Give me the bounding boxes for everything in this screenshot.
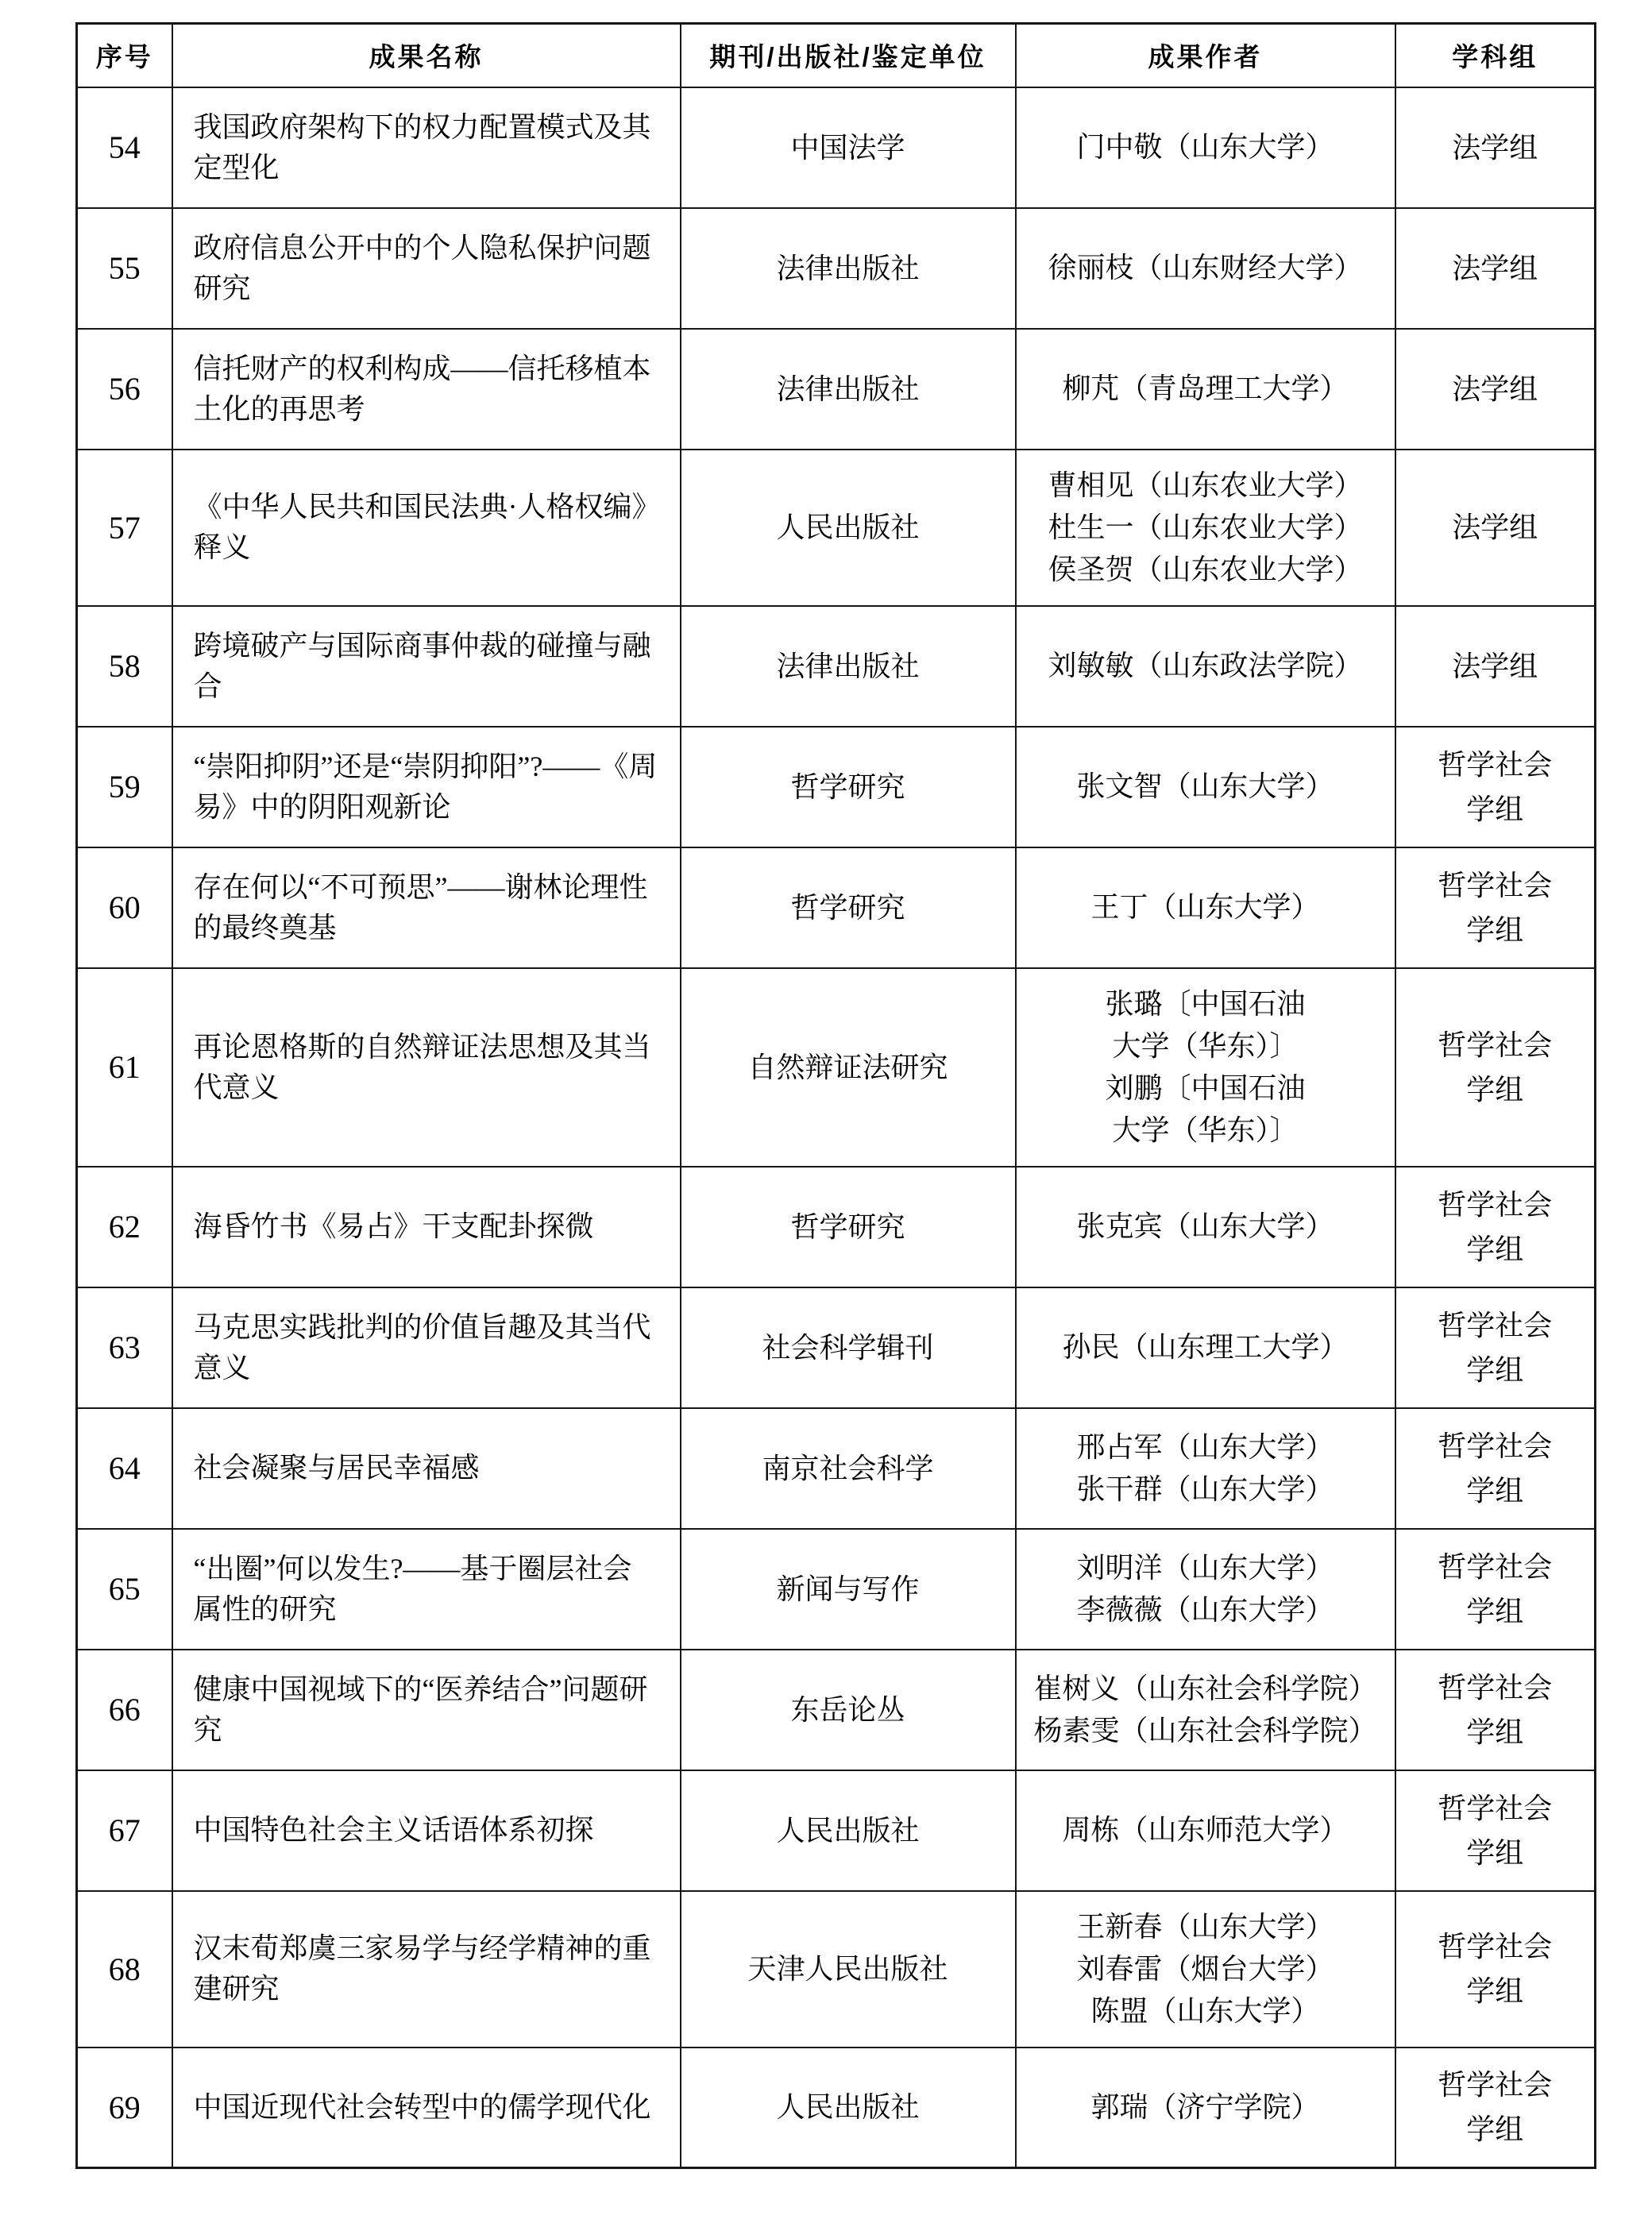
author-line: 曹相见（山东农业大学） xyxy=(1048,469,1363,501)
row-number: 61 xyxy=(77,968,172,1167)
table-row xyxy=(77,1408,1596,1529)
journal-publisher: 哲学研究 xyxy=(681,727,1016,847)
achievement-title: 我国政府架构下的权力配置模式及其定型化 xyxy=(172,87,681,208)
row-number: 69 xyxy=(77,2048,172,2168)
author-line: 刘明洋（山东大学） xyxy=(1076,1551,1334,1584)
authors-cell xyxy=(1016,968,1395,1167)
achievement-title: “崇阳抑阴”还是“崇阴抑阳”?——《周易》中的阴阳观新论 xyxy=(172,727,681,847)
discipline-group-line: 法学组 xyxy=(1452,372,1538,405)
discipline-group xyxy=(1395,450,1596,606)
discipline-group-line: 学组 xyxy=(1466,1073,1524,1106)
table-row xyxy=(77,847,1596,968)
achievement-title: 马克思实践批判的价值旨趣及其当代意义 xyxy=(172,1287,681,1408)
journal-publisher: 天津人民出版社 xyxy=(681,1891,1016,2048)
column-header-3: 成果作者 xyxy=(1016,24,1395,87)
row-number: 62 xyxy=(77,1167,172,1287)
author-line: 王丁（山东大学） xyxy=(1090,891,1320,923)
table-row xyxy=(77,87,1596,208)
achievement-title: 信托财产的权利构成——信托移植本土化的再思考 xyxy=(172,329,681,450)
table-row xyxy=(77,1650,1596,1770)
achievement-title: 海昏竹书《易占》干支配卦探微 xyxy=(172,1167,681,1287)
author-line: 杨素雯（山东社会科学院） xyxy=(1033,1714,1377,1746)
discipline-group-line: 法学组 xyxy=(1452,650,1538,682)
journal-publisher: 东岳论丛 xyxy=(681,1650,1016,1770)
achievement-title: 跨境破产与国际商事仲裁的碰撞与融合 xyxy=(172,606,681,727)
table-row xyxy=(77,1529,1596,1650)
authors-cell xyxy=(1016,1167,1395,1287)
journal-publisher: 南京社会科学 xyxy=(681,1408,1016,1529)
authors-cell xyxy=(1016,1287,1395,1408)
achievement-title: 汉末荀郑虞三家易学与经学精神的重建研究 xyxy=(172,1891,681,2048)
authors-cell xyxy=(1016,2048,1395,2168)
author-line: 崔树义（山东社会科学院） xyxy=(1033,1672,1377,1704)
table-row xyxy=(77,2048,1596,2168)
discipline-group xyxy=(1395,2048,1596,2168)
author-line: 邢占军（山东大学） xyxy=(1076,1430,1334,1463)
journal-publisher: 社会科学辑刊 xyxy=(681,1287,1016,1408)
authors-cell xyxy=(1016,87,1395,208)
discipline-group xyxy=(1395,606,1596,727)
row-number: 65 xyxy=(77,1529,172,1650)
authors-cell xyxy=(1016,847,1395,968)
row-number: 63 xyxy=(77,1287,172,1408)
table-row xyxy=(77,1770,1596,1891)
column-header-1: 成果名称 xyxy=(172,24,681,87)
authors-cell xyxy=(1016,1650,1395,1770)
author-line: 陈盟（山东大学） xyxy=(1090,1994,1320,2027)
achievement-title: “出圈”何以发生?——基于圈层社会属性的研究 xyxy=(172,1529,681,1650)
discipline-group-line: 学组 xyxy=(1466,2113,1524,2146)
achievement-title: 中国近现代社会转型中的儒学现代化 xyxy=(172,2048,681,2168)
author-line: 孙民（山东理工大学） xyxy=(1062,1331,1349,1363)
discipline-group-line: 哲学社会 xyxy=(1438,748,1553,781)
discipline-group-line: 哲学社会 xyxy=(1438,1188,1553,1221)
journal-publisher: 人民出版社 xyxy=(681,450,1016,606)
discipline-group xyxy=(1395,87,1596,208)
row-number: 59 xyxy=(77,727,172,847)
journal-publisher: 新闻与写作 xyxy=(681,1529,1016,1650)
journal-publisher: 法律出版社 xyxy=(681,208,1016,329)
table-row xyxy=(77,1287,1596,1408)
author-line: 王新春（山东大学） xyxy=(1076,1910,1334,1943)
row-number: 68 xyxy=(77,1891,172,2048)
discipline-group xyxy=(1395,1408,1596,1529)
row-number: 54 xyxy=(77,87,172,208)
journal-publisher: 哲学研究 xyxy=(681,1167,1016,1287)
achievement-title: 健康中国视域下的“医养结合”问题研究 xyxy=(172,1650,681,1770)
discipline-group-line: 哲学社会 xyxy=(1438,1029,1553,1061)
discipline-group xyxy=(1395,968,1596,1167)
discipline-group-line: 法学组 xyxy=(1452,511,1538,543)
discipline-group-line: 学组 xyxy=(1466,1595,1524,1627)
journal-publisher: 人民出版社 xyxy=(681,2048,1016,2168)
discipline-group-line: 学组 xyxy=(1466,1975,1524,2007)
discipline-group xyxy=(1395,329,1596,450)
discipline-group xyxy=(1395,1891,1596,2048)
column-header-2: 期刊/出版社/鉴定单位 xyxy=(681,24,1016,87)
journal-publisher: 法律出版社 xyxy=(681,329,1016,450)
achievement-title: 中国特色社会主义话语体系初探 xyxy=(172,1770,681,1891)
table-row xyxy=(77,606,1596,727)
discipline-group xyxy=(1395,727,1596,847)
discipline-group-line: 学组 xyxy=(1466,1716,1524,1748)
achievement-title: 再论恩格斯的自然辩证法思想及其当代意义 xyxy=(172,968,681,1167)
discipline-group-line: 哲学社会 xyxy=(1438,2069,1553,2102)
achievement-title: 社会凝聚与居民幸福感 xyxy=(172,1408,681,1529)
authors-cell xyxy=(1016,606,1395,727)
table-row xyxy=(77,329,1596,450)
authors-cell xyxy=(1016,1891,1395,2048)
discipline-group-line: 学组 xyxy=(1466,1474,1524,1507)
discipline-group-line: 学组 xyxy=(1466,1353,1524,1386)
discipline-group-line: 学组 xyxy=(1466,1836,1524,1869)
discipline-group xyxy=(1395,847,1596,968)
author-line: 张克宾（山东大学） xyxy=(1076,1210,1334,1242)
column-header-4: 学科组 xyxy=(1395,24,1596,87)
discipline-group-line: 哲学社会 xyxy=(1438,1931,1553,1963)
discipline-group-line: 学组 xyxy=(1466,1233,1524,1265)
author-line: 侯圣贺（山东农业大学） xyxy=(1048,553,1363,585)
table-row xyxy=(77,1167,1596,1287)
row-number: 58 xyxy=(77,606,172,727)
journal-publisher: 人民出版社 xyxy=(681,1770,1016,1891)
table-row xyxy=(77,450,1596,606)
row-number: 67 xyxy=(77,1770,172,1891)
discipline-group xyxy=(1395,1650,1596,1770)
authors-cell xyxy=(1016,1408,1395,1529)
table-row xyxy=(77,968,1596,1167)
discipline-group-line: 哲学社会 xyxy=(1438,1550,1553,1583)
discipline-group xyxy=(1395,1287,1596,1408)
author-line: 门中敬（山东大学） xyxy=(1076,131,1334,163)
row-number: 60 xyxy=(77,847,172,968)
author-line: 刘鹏〔中国石油 xyxy=(1105,1071,1306,1104)
author-line: 杜生一（山东农业大学） xyxy=(1048,511,1363,543)
discipline-group-line: 法学组 xyxy=(1452,252,1538,284)
author-line: 张干群（山东大学） xyxy=(1076,1472,1334,1505)
author-line: 郭瑞（济宁学院） xyxy=(1090,2090,1320,2123)
row-number: 56 xyxy=(77,329,172,450)
authors-cell xyxy=(1016,208,1395,329)
achievement-title: 存在何以“不可预思”——谢林论理性的最终奠基 xyxy=(172,847,681,968)
discipline-group xyxy=(1395,1529,1596,1650)
discipline-group-line: 哲学社会 xyxy=(1438,1671,1553,1704)
authors-cell xyxy=(1016,329,1395,450)
discipline-group-line: 法学组 xyxy=(1452,131,1538,164)
column-header-0: 序号 xyxy=(77,24,172,87)
journal-publisher: 中国法学 xyxy=(681,87,1016,208)
table-row xyxy=(77,727,1596,847)
author-line: 李薇薇（山东大学） xyxy=(1076,1593,1334,1626)
author-line: 大学（华东）〕 xyxy=(1112,1029,1299,1062)
table-body xyxy=(77,87,1596,2168)
row-number: 66 xyxy=(77,1650,172,1770)
discipline-group xyxy=(1395,208,1596,329)
author-line: 柳芃（青岛理工大学） xyxy=(1062,372,1349,404)
discipline-group xyxy=(1395,1167,1596,1287)
author-line: 周栋（山东师范大学） xyxy=(1062,1814,1349,1846)
authors-cell xyxy=(1016,450,1395,606)
discipline-group-line: 哲学社会 xyxy=(1438,1430,1553,1462)
author-line: 刘敏敏（山东政法学院） xyxy=(1048,650,1363,681)
journal-publisher: 法律出版社 xyxy=(681,606,1016,727)
table-row xyxy=(77,1891,1596,2048)
header-row xyxy=(77,24,1596,87)
authors-cell xyxy=(1016,1529,1395,1650)
discipline-group-line: 哲学社会 xyxy=(1438,1792,1553,1824)
row-number: 64 xyxy=(77,1408,172,1529)
discipline-group xyxy=(1395,1770,1596,1891)
authors-cell xyxy=(1016,1770,1395,1891)
author-line: 张文智（山东大学） xyxy=(1076,770,1334,802)
journal-publisher: 自然辩证法研究 xyxy=(681,968,1016,1167)
results-table xyxy=(75,22,1596,2169)
author-line: 张璐〔中国石油 xyxy=(1105,987,1306,1020)
row-number: 55 xyxy=(77,208,172,329)
author-line: 大学（华东）〕 xyxy=(1112,1114,1299,1146)
discipline-group-line: 哲学社会 xyxy=(1438,1309,1553,1341)
discipline-group-line: 学组 xyxy=(1466,913,1524,946)
journal-publisher: 哲学研究 xyxy=(681,847,1016,968)
author-line: 刘春雷（烟台大学） xyxy=(1076,1952,1334,1985)
achievement-title: 政府信息公开中的个人隐私保护问题研究 xyxy=(172,208,681,329)
row-number: 57 xyxy=(77,450,172,606)
discipline-group-line: 学组 xyxy=(1466,793,1524,825)
achievement-title: 《中华人民共和国民法典·人格权编》释义 xyxy=(172,450,681,606)
author-line: 徐丽枝（山东财经大学） xyxy=(1048,252,1363,284)
discipline-group-line: 哲学社会 xyxy=(1438,869,1553,901)
table-row xyxy=(77,208,1596,329)
authors-cell xyxy=(1016,727,1395,847)
